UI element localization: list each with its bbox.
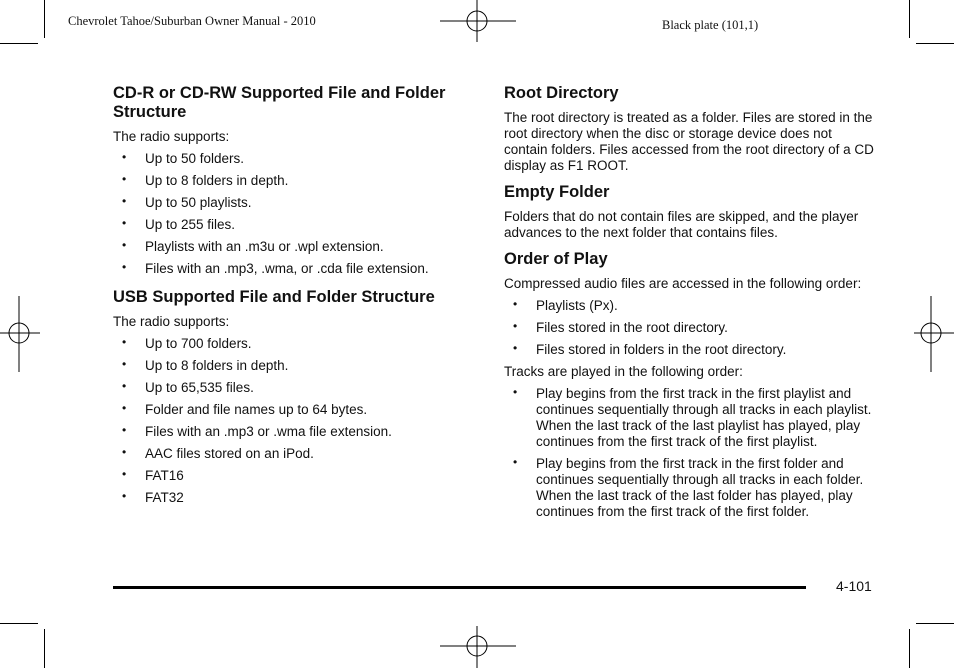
list-item [113,446,478,462]
bullet-glyph: • [122,489,127,503]
bullet-glyph: • [513,319,518,333]
list-item-text: Up to 65,535 files. [145,380,254,395]
crop-mark [44,629,45,668]
registration-mark-right [914,296,954,372]
bullet-list [504,386,876,520]
bullet-glyph: • [513,297,518,311]
plate-label: Black plate (101,1) [662,18,759,32]
list-item-text: Up to 8 folders in depth. [145,358,289,373]
list-item-text: Files stored in folders in the root directory. [536,342,787,357]
empty-folder-section [504,183,876,241]
section-text: The root directory is treated as a folder. Files are stored in the root directory when the disc or storage device does not contain folders. Files accessed from the root directory of a CD display as F1 ROOT. [504,110,874,173]
tracks-intro: Tracks are played in the following order: [504,364,743,379]
crop-mark [0,623,38,624]
bullet-glyph: • [513,455,518,469]
section-heading: Empty Folder [504,183,610,201]
bullet-glyph: • [122,379,127,393]
list-item [113,490,478,506]
list-item [113,217,478,233]
registration-mark-bottom [440,626,516,668]
registration-mark-left [0,296,40,372]
list-item [504,386,876,450]
list-item [113,402,478,418]
bullet-glyph: • [122,445,127,459]
right-column [504,84,876,526]
list-item-text: Playlists (Px). [536,298,618,313]
cd-file-structure-section [113,84,478,277]
list-item-text: FAT32 [145,490,184,505]
list-item-text: Play begins from the first track in the first playlist and continues sequentially through all tracks in each playlist. When the last track of the last playlist has played, play continues from the first track of the first playlist. [536,386,872,449]
list-item-text: Folder and file names up to 64 bytes. [145,402,368,417]
section-text: Folders that do not contain files are skipped, and the player advances to the next folder that contains files. [504,209,859,240]
root-directory-section [504,84,876,174]
list-item-text: Up to 50 playlists. [145,195,252,210]
section-intro: The radio supports: [113,314,230,329]
list-item [113,239,478,255]
footer-rule [113,586,806,589]
bullet-list [113,336,478,506]
list-item-text: Files with an .mp3 or .wma file extension. [145,424,392,439]
list-item [113,195,478,211]
usb-file-structure-section [113,288,478,506]
list-item [113,173,478,189]
bullet-glyph: • [122,172,127,186]
list-item [113,358,478,374]
list-item [113,380,478,396]
crop-mark [909,0,910,38]
list-item [113,468,478,484]
bullet-glyph: • [122,216,127,230]
list-item [504,298,876,314]
list-item-text: Playlists with an .m3u or .wpl extension. [145,239,384,254]
bullet-glyph: • [122,401,127,415]
bullet-list [504,298,876,358]
bullet-glyph: • [122,238,127,252]
list-item [504,342,876,358]
bullet-list [113,151,478,277]
list-item [113,336,478,352]
bullet-glyph: • [513,341,518,355]
bullet-glyph: • [122,467,127,481]
section-heading: CD-R or CD-RW Supported File and Folder Structure [113,84,446,121]
section-heading: USB Supported File and Folder Structure [113,288,435,306]
order-of-play-section [504,250,876,520]
bullet-glyph: • [122,194,127,208]
document-header-title: Chevrolet Tahoe/Suburban Owner Manual - 2010 [68,14,316,28]
bullet-glyph: • [122,150,127,164]
section-heading: Order of Play [504,250,608,268]
bullet-glyph: • [122,260,127,274]
crop-mark [916,623,954,624]
page-number: 4-101 [836,578,872,594]
list-item-text: Up to 50 folders. [145,151,245,166]
list-item-text: Up to 8 folders in depth. [145,173,289,188]
list-item-text: AAC files stored on an iPod. [145,446,314,461]
section-heading: Root Directory [504,84,619,102]
bullet-glyph: • [122,335,127,349]
list-item [113,151,478,167]
crop-mark [0,43,38,44]
list-item-text: Files with an .mp3, .wma, or .cda file extension. [145,261,429,276]
bullet-glyph: • [122,357,127,371]
section-intro: Compressed audio files are accessed in the following order: [504,276,862,291]
list-item [504,456,876,520]
list-item-text: Up to 255 files. [145,217,236,232]
list-item [113,261,478,277]
list-item-text: Play begins from the first track in the first folder and continues sequentially through all tracks in each folder. When the last track of the last folder has played, play continues from the first track of the first folder. [536,456,864,519]
list-item [113,424,478,440]
bullet-glyph: • [513,385,518,399]
registration-mark-top [440,0,516,42]
bullet-glyph: • [122,423,127,437]
crop-mark [44,0,45,38]
section-intro: The radio supports: [113,129,230,144]
list-item [504,320,876,336]
list-item-text: Files stored in the root directory. [536,320,728,335]
list-item-text: FAT16 [145,468,184,483]
crop-mark [916,43,954,44]
crop-mark [909,629,910,668]
left-column [113,84,478,512]
list-item-text: Up to 700 folders. [145,336,252,351]
